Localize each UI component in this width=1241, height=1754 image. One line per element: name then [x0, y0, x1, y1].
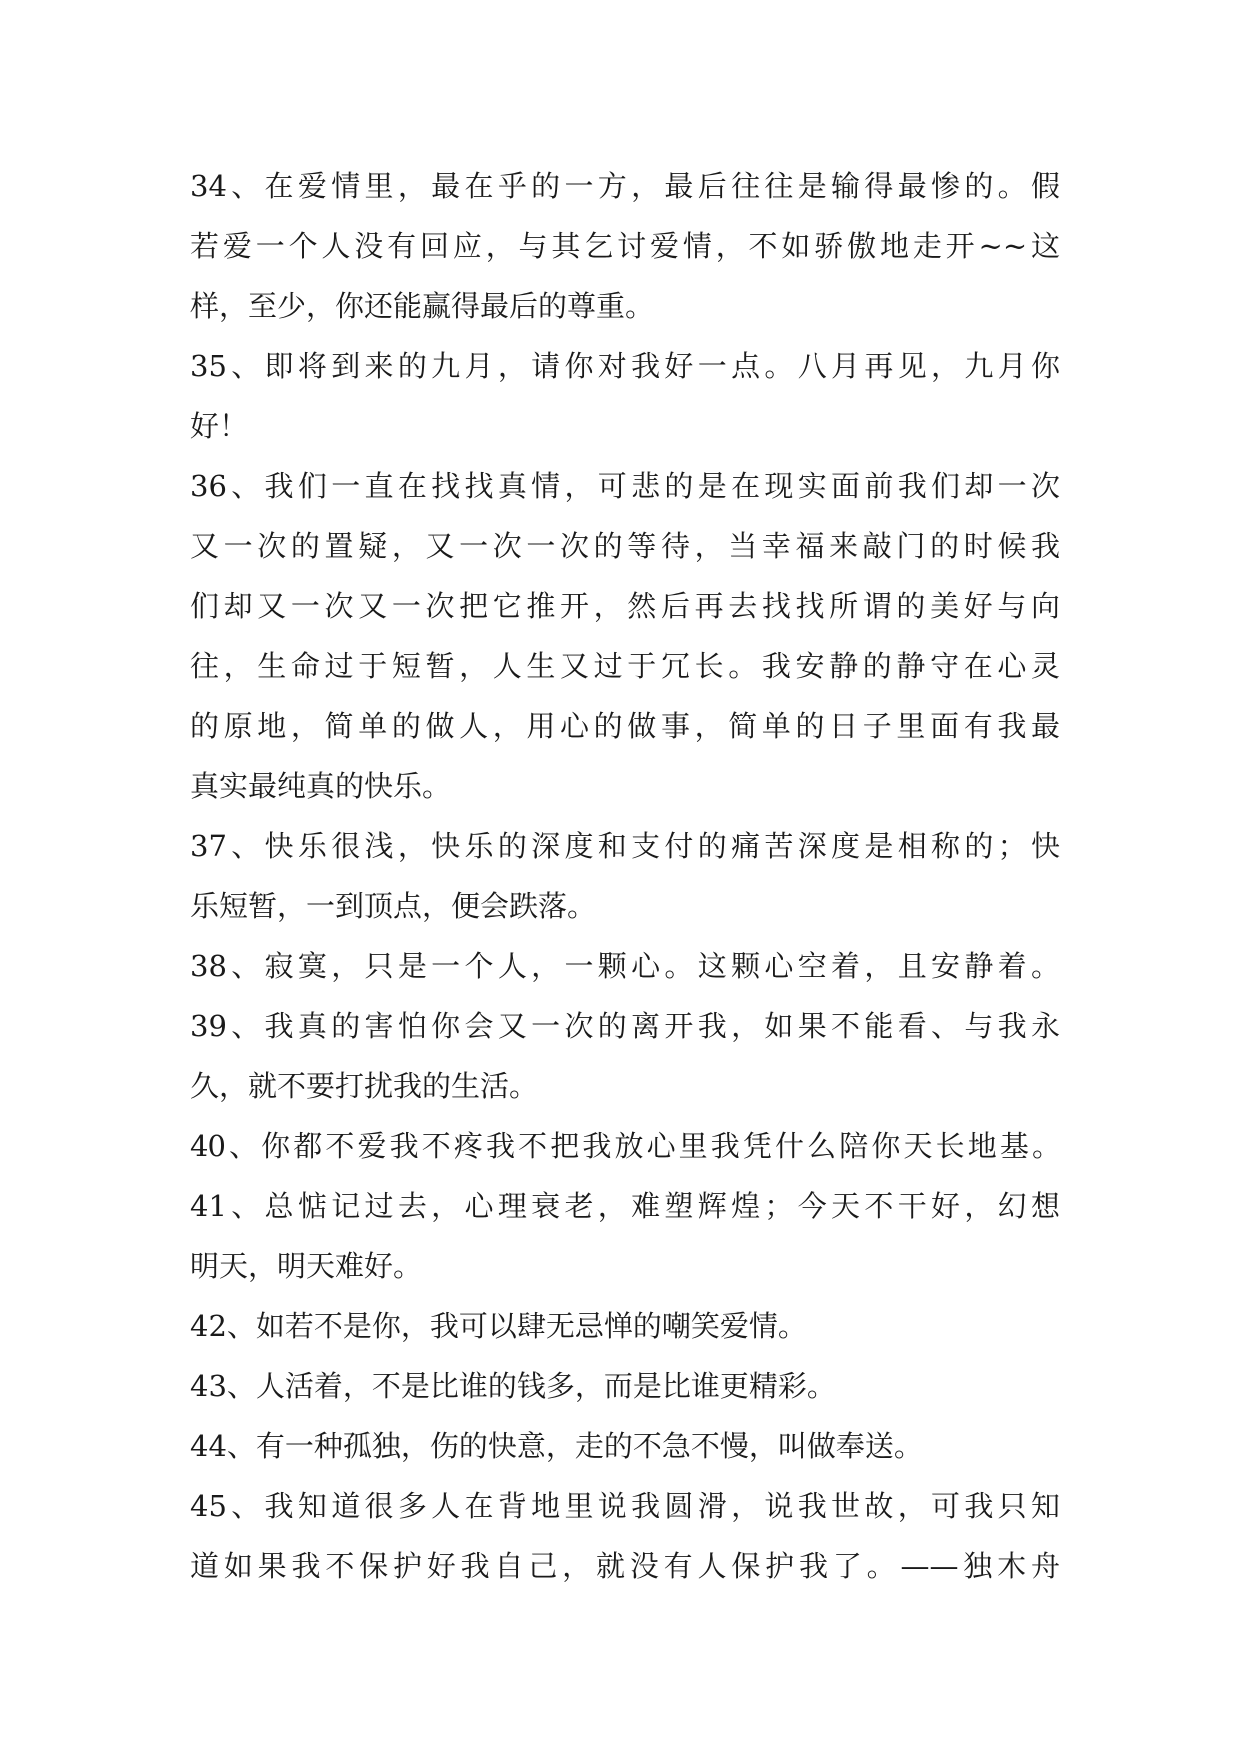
text-line: 45、我知道很多人在背地里说我圆滑，说我世故，可我只知 [190, 1489, 1060, 1523]
text-line: 42、如若不是你，我可以肆无忌惮的嘲笑爱情。 [190, 1309, 807, 1343]
document-body [190, 156, 1060, 1596]
text-line: 又一次的置疑，又一次一次的等待，当幸福来敲门的时候我 [190, 529, 1060, 563]
text-line: 真实最纯真的快乐。 [190, 769, 452, 803]
text-line: 若爱一个人没有回应，与其乞讨爱情，不如骄傲地走开~~这 [190, 229, 1060, 263]
text-line: 44、有一种孤独，伤的快意，走的不急不慢，叫做奉送。 [190, 1429, 923, 1463]
text-line: 40、你都不爱我不疼我不把我放心里我凭什么陪你天长地基。 [190, 1129, 1060, 1163]
text-line: 样，至少，你还能赢得最后的尊重。 [190, 289, 655, 323]
text-line: 久，就不要打扰我的生活。 [190, 1069, 539, 1103]
text-line: 37、快乐很浅，快乐的深度和支付的痛苦深度是相称的；快 [190, 829, 1060, 863]
text-line: 的原地，简单的做人，用心的做事，简单的日子里面有我最 [190, 709, 1060, 743]
text-line: 乐短暂，一到顶点，便会跌落。 [190, 889, 597, 923]
text-line: 好！ [190, 409, 249, 443]
text-line: 们却又一次又一次把它推开，然后再去找找所谓的美好与向 [190, 589, 1060, 623]
text-line: 35、即将到来的九月，请你对我好一点。八月再见，九月你 [190, 349, 1060, 383]
text-line: 道如果我不保护好我自己，就没有人保护我了。——独木舟 [190, 1549, 1060, 1583]
text-line: 36、我们一直在找找真情，可悲的是在现实面前我们却一次 [190, 469, 1060, 503]
text-line: 43、人活着，不是比谁的钱多，而是比谁更精彩。 [190, 1369, 836, 1403]
text-line: 往，生命过于短暂，人生又过于冗长。我安静的静守在心灵 [190, 649, 1060, 683]
text-line: 38、寂寞，只是一个人，一颗心。这颗心空着，且安静着。 [190, 949, 1060, 983]
text-line: 41、总惦记过去，心理衰老，难塑辉煌；今天不干好，幻想 [190, 1189, 1060, 1223]
text-line: 明天，明天难好。 [190, 1249, 423, 1283]
text-line: 34、在爱情里，最在乎的一方，最后往往是输得最惨的。假 [190, 169, 1060, 203]
text-line: 39、我真的害怕你会又一次的离开我，如果不能看、与我永 [190, 1009, 1060, 1043]
